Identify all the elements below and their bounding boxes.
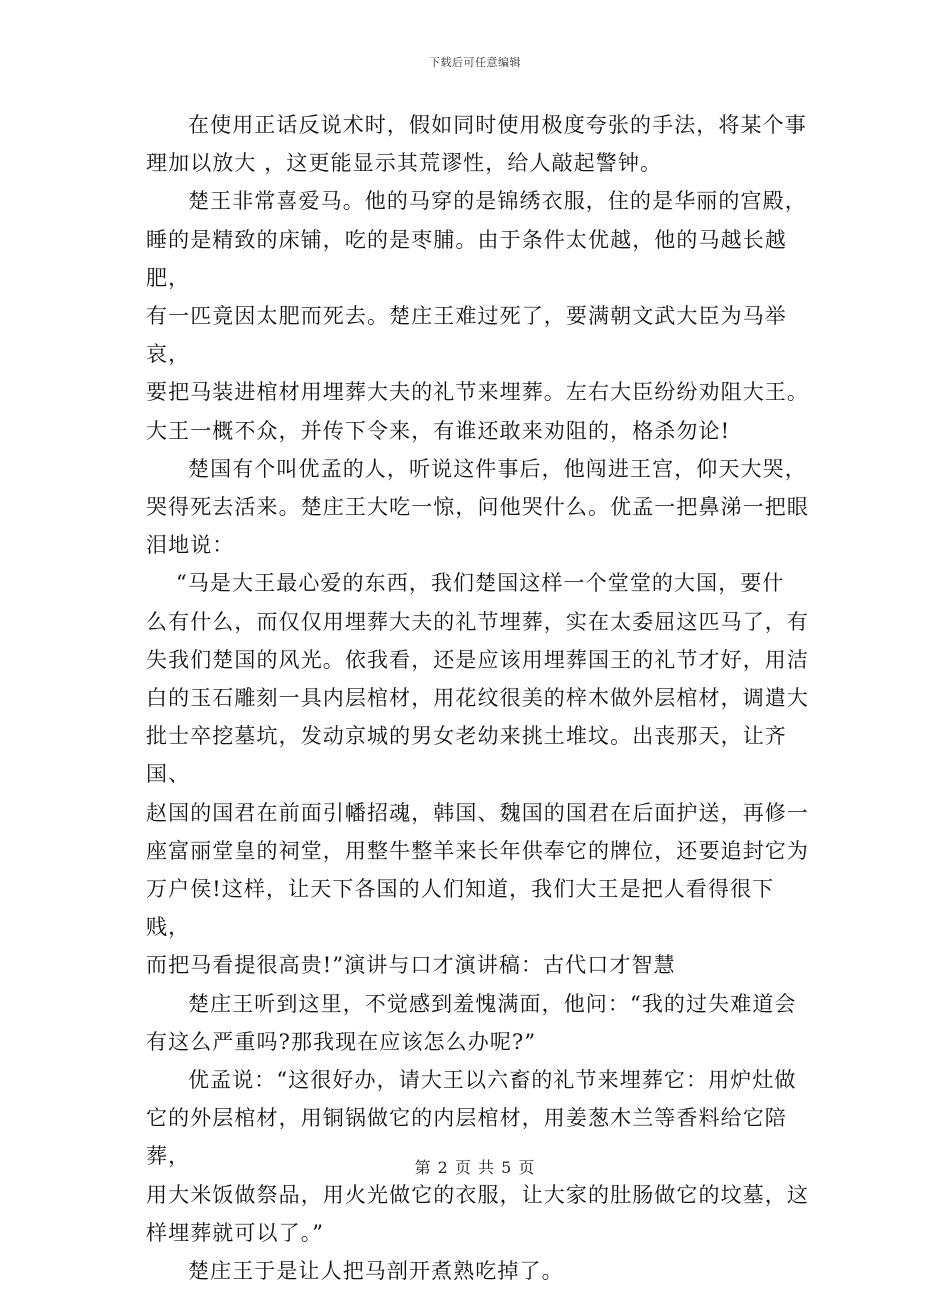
- line: 楚王非常喜爱马。他的马穿的是锦绣衣服，住的是华丽的宫殿，: [188, 189, 807, 214]
- page-header: 下载后可任意编辑: [429, 56, 521, 69]
- line: 楚国有个叫优孟的人，听说这件事后，他闯进王宫，仰天大哭，: [188, 456, 807, 481]
- line: 哭得死去活来。楚庄王大吃一惊，问他哭什么。优孟一把鼻涕一把眼: [146, 495, 809, 520]
- paragraph-3: [146, 450, 810, 565]
- line: 白的玉石雕刻一具内层棺材，用花纹很美的梓木做外层棺材，调遣大: [146, 686, 809, 711]
- line: 泪地说：: [146, 533, 235, 558]
- document-body: [146, 106, 810, 1290]
- line: 座富丽堂皇的祠堂，用整牛整羊来长年供奉它的牌位，还要追封它为: [146, 838, 809, 863]
- paragraph-2: [146, 182, 810, 449]
- line: 大王一概不众，并传下令来，有谁还敢来劝阻的，格杀勿论!: [146, 418, 731, 443]
- line: 要把马装进棺材用埋葬大夫的礼节来埋葬。左右大臣纷纷劝阻大王。: [146, 380, 809, 405]
- line: 万户侯!这样，让天下各国的人们知道，我们大王是把人看得很下贱，: [146, 877, 775, 940]
- line: 睡的是精致的床铺，吃的是枣脯。由于条件太优越，他的马越长越肥，: [146, 227, 787, 290]
- line: 而把马看提很高贵!”演讲与口才演讲稿：古代口才智慧: [146, 953, 676, 978]
- line: 样埋葬就可以了。”: [146, 1220, 325, 1245]
- paragraph-1: [146, 106, 810, 182]
- line: 楚庄王听到这里，不觉感到羞愧满面，他问：“我的过失难道会: [188, 991, 797, 1016]
- line: 它的外层棺材，用铜锅做它的内层棺材，用姜葱木兰等香料给它陪葬，: [146, 1106, 787, 1169]
- line: “马是大王最心爱的东西，我们楚国这样一个堂堂的大国，要什: [176, 571, 785, 596]
- line: 赵国的国君在前面引幡招魂，韩国、魏国的国君在后面护送，再修一: [146, 800, 809, 825]
- line: 用大米饭做祭品，用火光做它的衣服，让大家的肚肠做它的坟墓，这: [146, 1182, 809, 1207]
- line: 批士卒挖墓坑，发动京城的男女老幼来挑土堆坟。出丧那天，让齐国、: [146, 724, 787, 787]
- page-footer: 第 2 页 共 5 页: [414, 1158, 536, 1177]
- line: 有这么严重吗?那我现在应该怎么办呢?”: [146, 1029, 537, 1054]
- line: 失我们楚国的风光。依我看，还是应该用埋葬国王的礼节才好，用洁: [146, 647, 809, 672]
- line: 么有什么，而仅仅用埋葬大夫的礼节埋葬，实在太委屈这匹马了，有: [146, 609, 809, 634]
- line: 有一匹竟因太肥而死去。楚庄王难过死了，要满朝文武大臣为马举哀，: [146, 304, 787, 367]
- line: 楚庄王于是让人把马剖开煮熟吃掉了。: [188, 1259, 564, 1284]
- line: 理加以放大 ，这更能显示其荒谬性，给人敲起警钟。: [146, 151, 663, 176]
- paragraph-7: [146, 1252, 810, 1290]
- paragraph-4-quote: [146, 564, 810, 984]
- line: 优孟说：“这很好办，请大王以六畜的礼节来埋葬它：用炉灶做: [188, 1068, 797, 1093]
- line: 在使用正话反说术时，假如同时使用极度夸张的手法，将某个事: [188, 113, 807, 137]
- paragraph-5: [146, 985, 810, 1061]
